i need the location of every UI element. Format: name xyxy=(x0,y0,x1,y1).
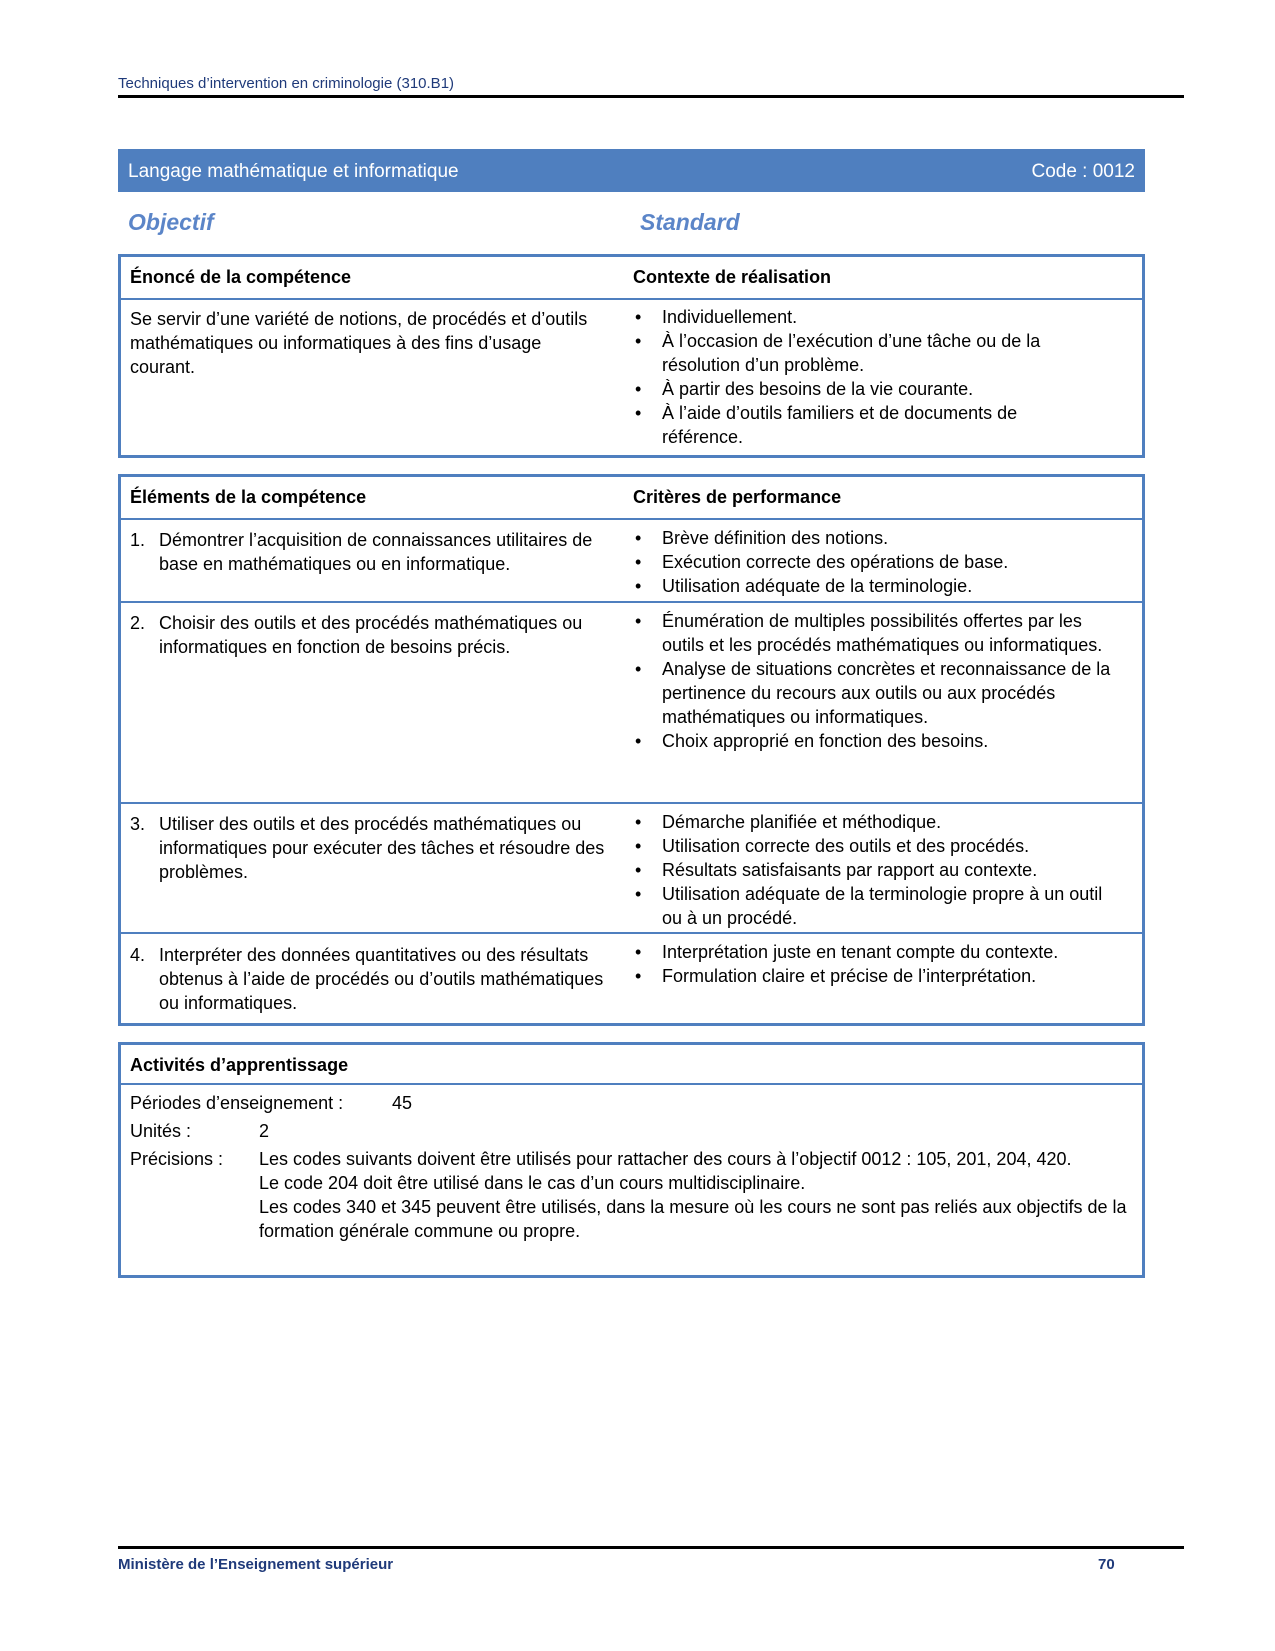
critere-item: • Utilisation correcte des outils et des procédés. xyxy=(635,836,1030,856)
enonce-text: Se servir d’une variété de notions, de procédés et d’outils mathématiques ou informatiques à des fins d’usage courant. xyxy=(130,309,588,377)
criteres-list-1 xyxy=(633,526,1123,598)
precision-item: Le code 204 doit être utilisé dans le cas d’un cours multidisciplinaire. xyxy=(259,1173,806,1193)
critere-item: • Analyse de situations concrètes et reconnaissance de la pertinence du recours aux outils ou aux procédés mathématiques ou informatiques. xyxy=(635,659,1111,727)
unites-label: Unités : xyxy=(130,1121,192,1141)
contexte-list xyxy=(633,305,1093,449)
element-row-1: 1. Démontrer l’acquisition de connaissances utilitaires de base en mathématiques ou en informatique. xyxy=(130,530,593,574)
precisions-label: Précisions : xyxy=(130,1149,224,1169)
element-row-2: 2. Choisir des outils et des procédés mathématiques ou informatiques en fonction de besoins précis. xyxy=(130,613,583,657)
elements-box xyxy=(118,474,1145,1026)
critere-item: • Brève définition des notions. xyxy=(635,528,889,548)
running-header: Techniques d’intervention en criminologie (310.B1) xyxy=(118,75,455,92)
criteres-list-4 xyxy=(633,940,1123,988)
contexte-item: • À l’occasion de l’exécution d’une tâche ou de la résolution d’un problème. xyxy=(635,331,1041,375)
contexte-item: • À partir des besoins de la vie courante. xyxy=(635,379,974,399)
standard-label: Standard xyxy=(640,209,740,235)
objective-code: Code : 0012 xyxy=(1031,161,1135,182)
critere-item: • Formulation claire et précise de l’interprétation. xyxy=(635,966,1037,986)
periodes-label: Périodes d’enseignement : xyxy=(130,1093,344,1113)
periodes-value: 45 xyxy=(392,1093,413,1113)
critere-item: • Choix approprié en fonction des besoins. xyxy=(635,731,989,751)
elements-divider xyxy=(121,518,1142,520)
criteres-heading: Critères de performance xyxy=(633,487,842,507)
critere-item: • Interprétation juste en tenant compte du contexte. xyxy=(635,942,1059,962)
criteres-list-3 xyxy=(633,810,1123,930)
critere-item: • Exécution correcte des opérations de base. xyxy=(635,552,1009,572)
header-rule xyxy=(118,95,1184,98)
criteres-list-2 xyxy=(633,609,1123,753)
critere-item: • Résultats satisfaisants par rapport au contexte. xyxy=(635,860,1038,880)
contexte-item: • Individuellement. xyxy=(635,307,798,327)
activites-heading: Activités d’apprentissage xyxy=(130,1055,349,1075)
competence-divider xyxy=(121,298,1142,300)
footer-ministry: Ministère de l’Enseignement supérieur xyxy=(118,1556,394,1573)
objective-title-bar xyxy=(118,149,1145,192)
activites-divider xyxy=(121,1083,1142,1085)
activites-box xyxy=(118,1042,1145,1278)
critere-item: • Démarche planifiée et méthodique. xyxy=(635,812,942,832)
precision-item: Les codes 340 et 345 peuvent être utilisés, dans la mesure où les cours ne sont pas reliés aux objectifs de la formation générale commune ou propre. xyxy=(259,1197,1127,1241)
objectif-label: Objectif xyxy=(128,209,214,235)
row-divider xyxy=(121,932,1142,934)
critere-item: • Utilisation adéquate de la terminologie. xyxy=(635,576,973,596)
enonce-heading: Énoncé de la compétence xyxy=(130,267,352,287)
element-row-4: 4. Interpréter des données quantitatives ou des résultats obtenus à l’aide de procédés ou d’outils mathématiques ou informatiques. xyxy=(130,945,604,1013)
objective-title: Langage mathématique et informatique xyxy=(128,161,459,182)
element-row-3: 3. Utiliser des outils et des procédés mathématiques ou informatiques pour exécuter des tâches et résoudre des problèmes. xyxy=(130,814,605,882)
footer-rule xyxy=(118,1546,1184,1549)
row-divider xyxy=(121,802,1142,804)
critere-item: • Utilisation adéquate de la terminologie propre à un outil ou à un procédé. xyxy=(635,884,1103,928)
competence-box xyxy=(118,254,1145,458)
contexte-heading: Contexte de réalisation xyxy=(633,267,832,287)
page-number: 70 xyxy=(1098,1556,1115,1573)
precision-item: Les codes suivants doivent être utilisés pour rattacher des cours à l’objectif 0012 : 105, 201, 204, 420. xyxy=(259,1149,1072,1169)
precisions-text xyxy=(259,1147,1134,1243)
elements-heading: Éléments de la compétence xyxy=(130,487,367,507)
critere-item: • Énumération de multiples possibilités offertes par les outils et les procédés mathématiques ou informatiques. xyxy=(635,611,1103,655)
contexte-item: • À l’aide d’outils familiers et de documents de référence. xyxy=(635,403,1018,447)
unites-value: 2 xyxy=(259,1121,270,1141)
row-divider xyxy=(121,601,1142,603)
